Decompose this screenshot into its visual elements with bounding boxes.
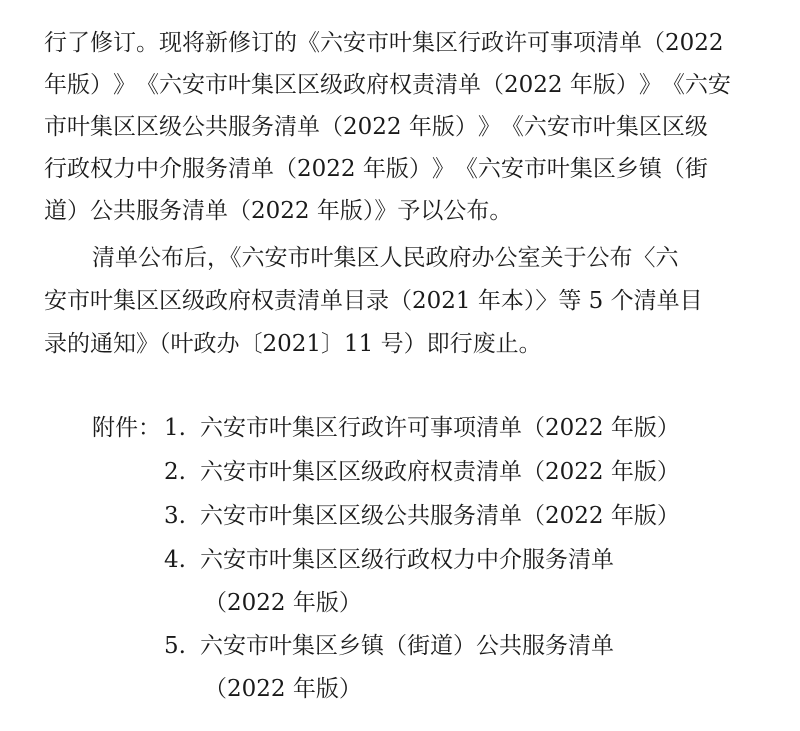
paragraph-2-line-2: 安市叶集区区级政府权责清单目录（2021 年本）〉等 5 个清单目	[44, 288, 703, 314]
attachment-2-number: 2.	[164, 459, 186, 485]
attachment-3-title: 六安市叶集区区级公共服务清单（2022 年版）	[200, 503, 680, 529]
attachment-1-number: 1.	[164, 415, 186, 441]
attachment-4-number: 4.	[164, 547, 186, 573]
attachment-4-title-line-2: （2022 年版）	[204, 590, 362, 616]
paragraph-2-line-1: 清单公布后，《六安市叶集区人民政府办公室关于公布〈六	[92, 245, 679, 271]
attachment-4-title-line-1: 六安市叶集区区级行政权力中介服务清单	[200, 547, 614, 573]
attachments-label: 附件：	[92, 415, 161, 441]
paragraph-1-line-3: 市 叶 集 区 区 级 公 共 服 务 清 单 （ 2 0 2 2 年 版 ） 》 《 六 安 市 叶 集 区 区 级	[44, 114, 708, 140]
paragraph-1-line-1: 行 了 修 订 。 现 将 新 修 订 的 《 六 安 市 叶 集 区 行 政 许 可 事 项 清 单 （ 2 0 2 2	[44, 30, 724, 56]
attachment-5-title-line-1: 六安市叶集区乡镇（街道）公共服务清单	[200, 633, 614, 659]
paragraph-1-line-4: 行 政 权 力 中 介 服 务 清 单 （ 2 0 2 2 年 版 ） 》 《 六 安 市 叶 集 区 乡 镇 （ 街	[44, 156, 708, 182]
attachment-5-title-line-2: （2022 年版）	[204, 676, 362, 702]
paragraph-1-line-2: 年 版 ） 》 《 六 安 市 叶 集 区 区 级 政 府 权 责 清 单 （ 2 0 2 2 年 版 ） 》 《 六 安	[44, 72, 731, 98]
attachment-3-number: 3.	[164, 503, 186, 529]
attachment-2-title: 六安市叶集区区级政府权责清单（2022 年版）	[200, 459, 680, 485]
attachment-1-title: 六安市叶集区行政许可事项清单（2022 年版）	[200, 415, 680, 441]
paragraph-2-line-3: 录的通知》（叶政办〔2021〕11 号）即行废止。	[44, 331, 542, 357]
paragraph-1-line-5: 道）公共服务清单（2022 年版）》予以公布。	[44, 198, 513, 224]
attachment-5-number: 5.	[164, 633, 186, 659]
